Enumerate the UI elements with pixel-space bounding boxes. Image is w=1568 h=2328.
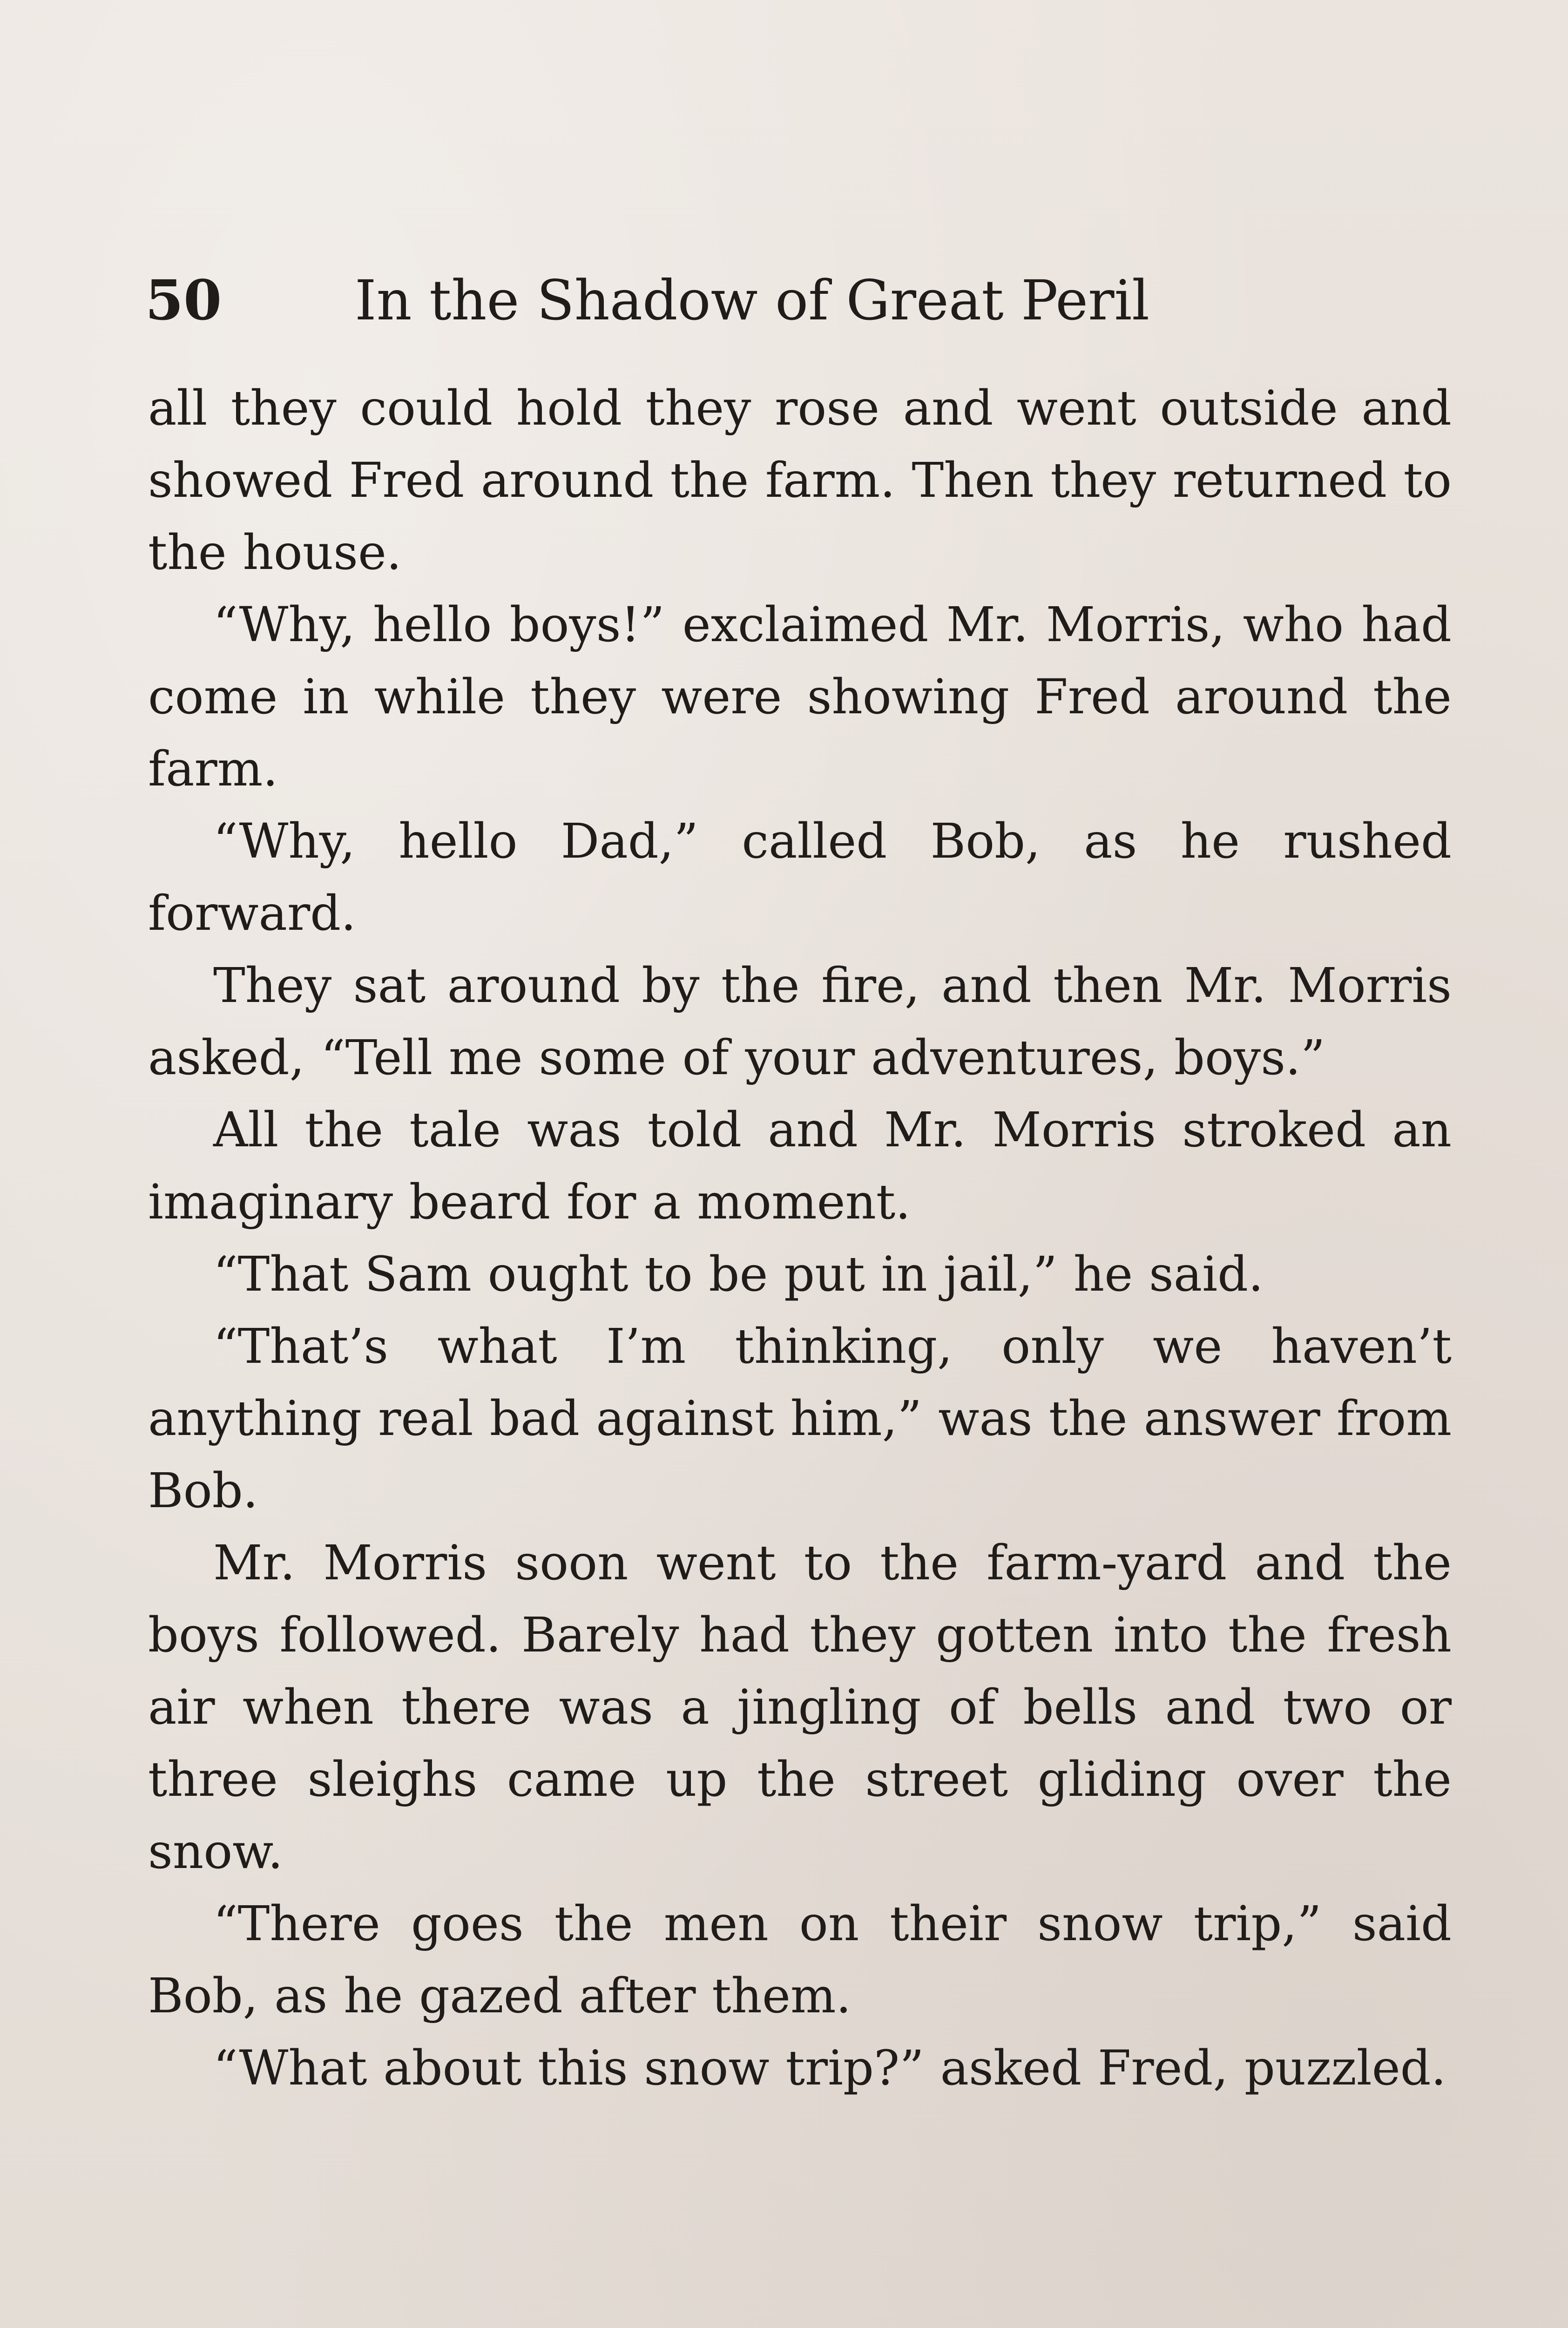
paragraph: “That Sam ought to be put in jail,” he said. <box>213 1246 1264 1302</box>
paragraph: “Why, hello boys!” exclaimed Mr. Morris, who had come in while they were showing Fred around the farm. <box>148 597 1452 797</box>
paragraph: “There goes the men on their snow trip,” said Bob, as he gazed after them. <box>148 1896 1452 2024</box>
page-number: 50 <box>145 268 222 332</box>
paragraph: They sat around by the fire, and then Mr. Morris asked, “Tell me some of your adventures, boys.” <box>148 958 1452 1086</box>
paragraph: “What about this snow trip?” asked Fred, puzzled. <box>213 2040 1446 2096</box>
paragraph: “Why, hello Dad,” called Bob, as he rushed forward. <box>148 813 1452 941</box>
running-head: In the Shadow of Great Peril <box>355 268 1149 332</box>
body-text <box>148 372 1452 2105</box>
page-header <box>145 261 1449 340</box>
paragraph: all they could hold they rose and went outside and showed Fred around the farm. Then they returned to the house. <box>148 380 1452 581</box>
paragraph: “That’s what I’m thinking, only we haven’t anything real bad against him,” was the answer from Bob. <box>148 1319 1452 1519</box>
paragraph: All the tale was told and Mr. Morris stroked an imaginary beard for a moment. <box>148 1102 1452 1230</box>
paragraph: Mr. Morris soon went to the farm-yard and the boys followed. Barely had they gotten into the fresh air when there was a jingling of bells and two or three sleighs came up the street gliding over the snow. <box>148 1535 1452 1880</box>
